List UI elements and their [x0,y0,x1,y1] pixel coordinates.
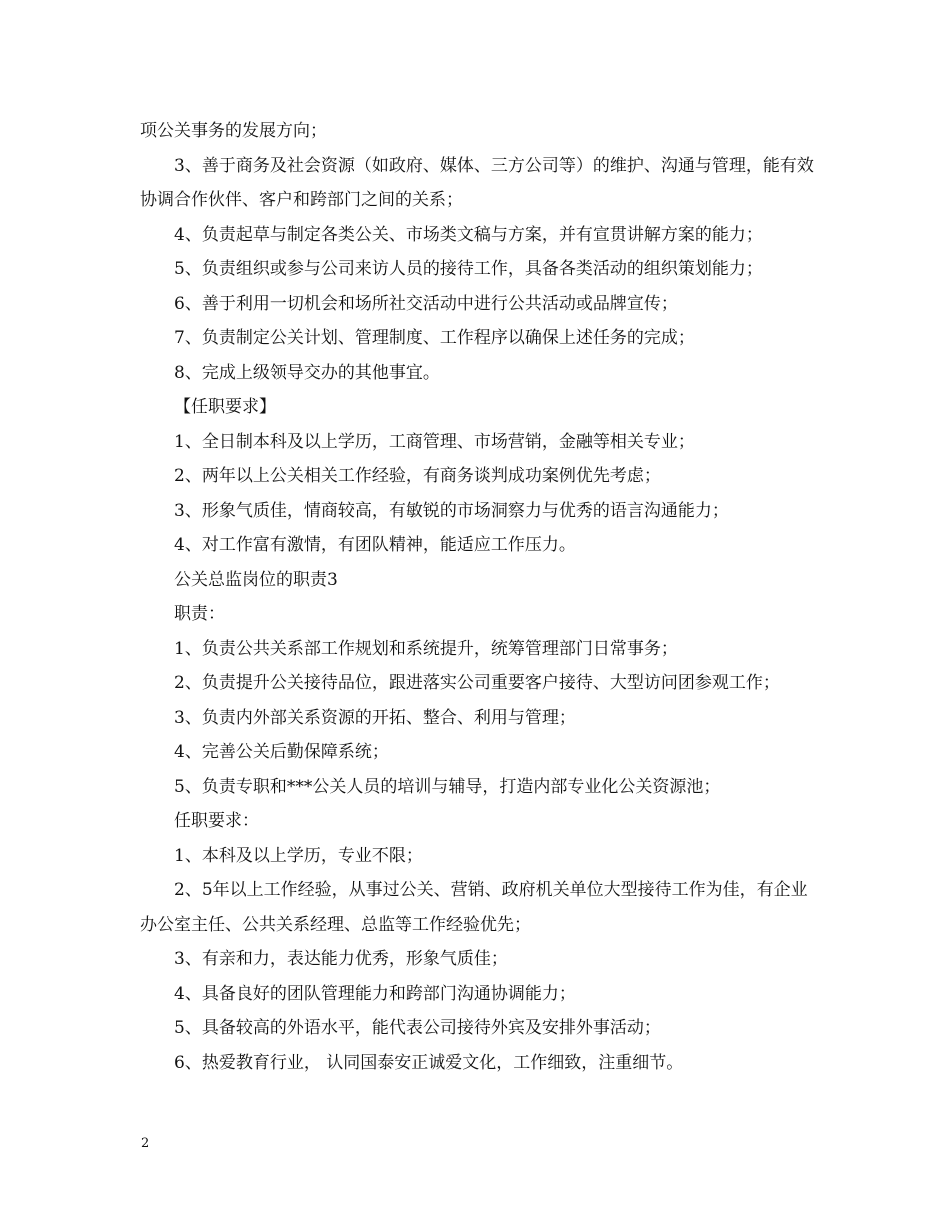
paragraph: 1、本科及以上学历，专业不限； [174,845,423,866]
section-heading: 任职要求： [174,811,259,831]
section-heading: 职责： [174,604,225,624]
section-heading: 【任职要求】 [174,397,276,417]
paragraph: 4、负责起草与制定各类公关、市场类文稿与方案，并有宣贯讲解方案的能力； [174,224,763,245]
paragraph: 3、负责内外部关系资源的开拓、整合、利用与管理； [174,707,576,728]
paragraph: 7、负责制定公关计划、管理制度、工作程序以确保上述任务的完成； [174,328,695,348]
paragraph: 1、全日制本科及以上学历，工商管理、市场营销，金融等相关专业； [174,431,695,452]
paragraph: 4、对工作富有激情，有团队精神，能适应工作压力。 [174,535,576,555]
paragraph: 1、负责公共关系部工作规划和系统提升，统筹管理部门日常事务； [174,638,678,659]
section-title: 公关总监岗位的职责3 [174,569,338,590]
paragraph: 3、善于商务及社会资源（如政府、媒体、三方公司等）的维护、沟通与管理，能有效协调合作伙伴、客户和跨部门之间的关系； [140,155,814,210]
paragraph: 6、热爱教育行业， 认同国泰安正诚爱文化，工作细致，注重细节。 [174,1052,684,1073]
paragraph: 5、具备较高的外语水平，能代表公司接待外宾及安排外事活动； [174,1018,661,1038]
paragraph: 项公关事务的发展方向； [140,121,327,141]
paragraph: 5、负责专职和***公关人员的培训与辅导，打造内部专业化公关资源池； [174,776,721,797]
paragraph: 2、5年以上工作经验，从事过公关、营销、政府机关单位大型接待工作为佳，有企业办公室主任、公共关系经理、总监等工作经验优先； [140,880,808,935]
paragraph: 2、两年以上公关相关工作经验，有商务谈判成功案例优先考虑； [174,466,661,486]
paragraph: 4、具备良好的团队管理能力和跨部门沟通协调能力； [174,983,576,1004]
page-number: 2 [141,1136,150,1151]
document-body [140,114,820,1080]
paragraph: 8、完成上级领导交办的其他事宜。 [174,362,440,383]
paragraph: 5、负责组织或参与公司来访人员的接待工作，具备各类活动的组织策划能力； [174,259,763,279]
paragraph: 2、负责提升公关接待品位，跟进落实公司重要客户接待、大型访问团参观工作； [174,673,780,693]
paragraph: 3、有亲和力，表达能力优秀，形象气质佳； [174,949,508,969]
paragraph: 3、形象气质佳，情商较高，有敏锐的市场洞察力与优秀的语言沟通能力； [174,500,729,521]
paragraph: 4、完善公关后勤保障系统； [174,742,389,762]
paragraph: 6、善于利用一切机会和场所社交活动中进行公共活动或品牌宣传； [174,293,678,314]
